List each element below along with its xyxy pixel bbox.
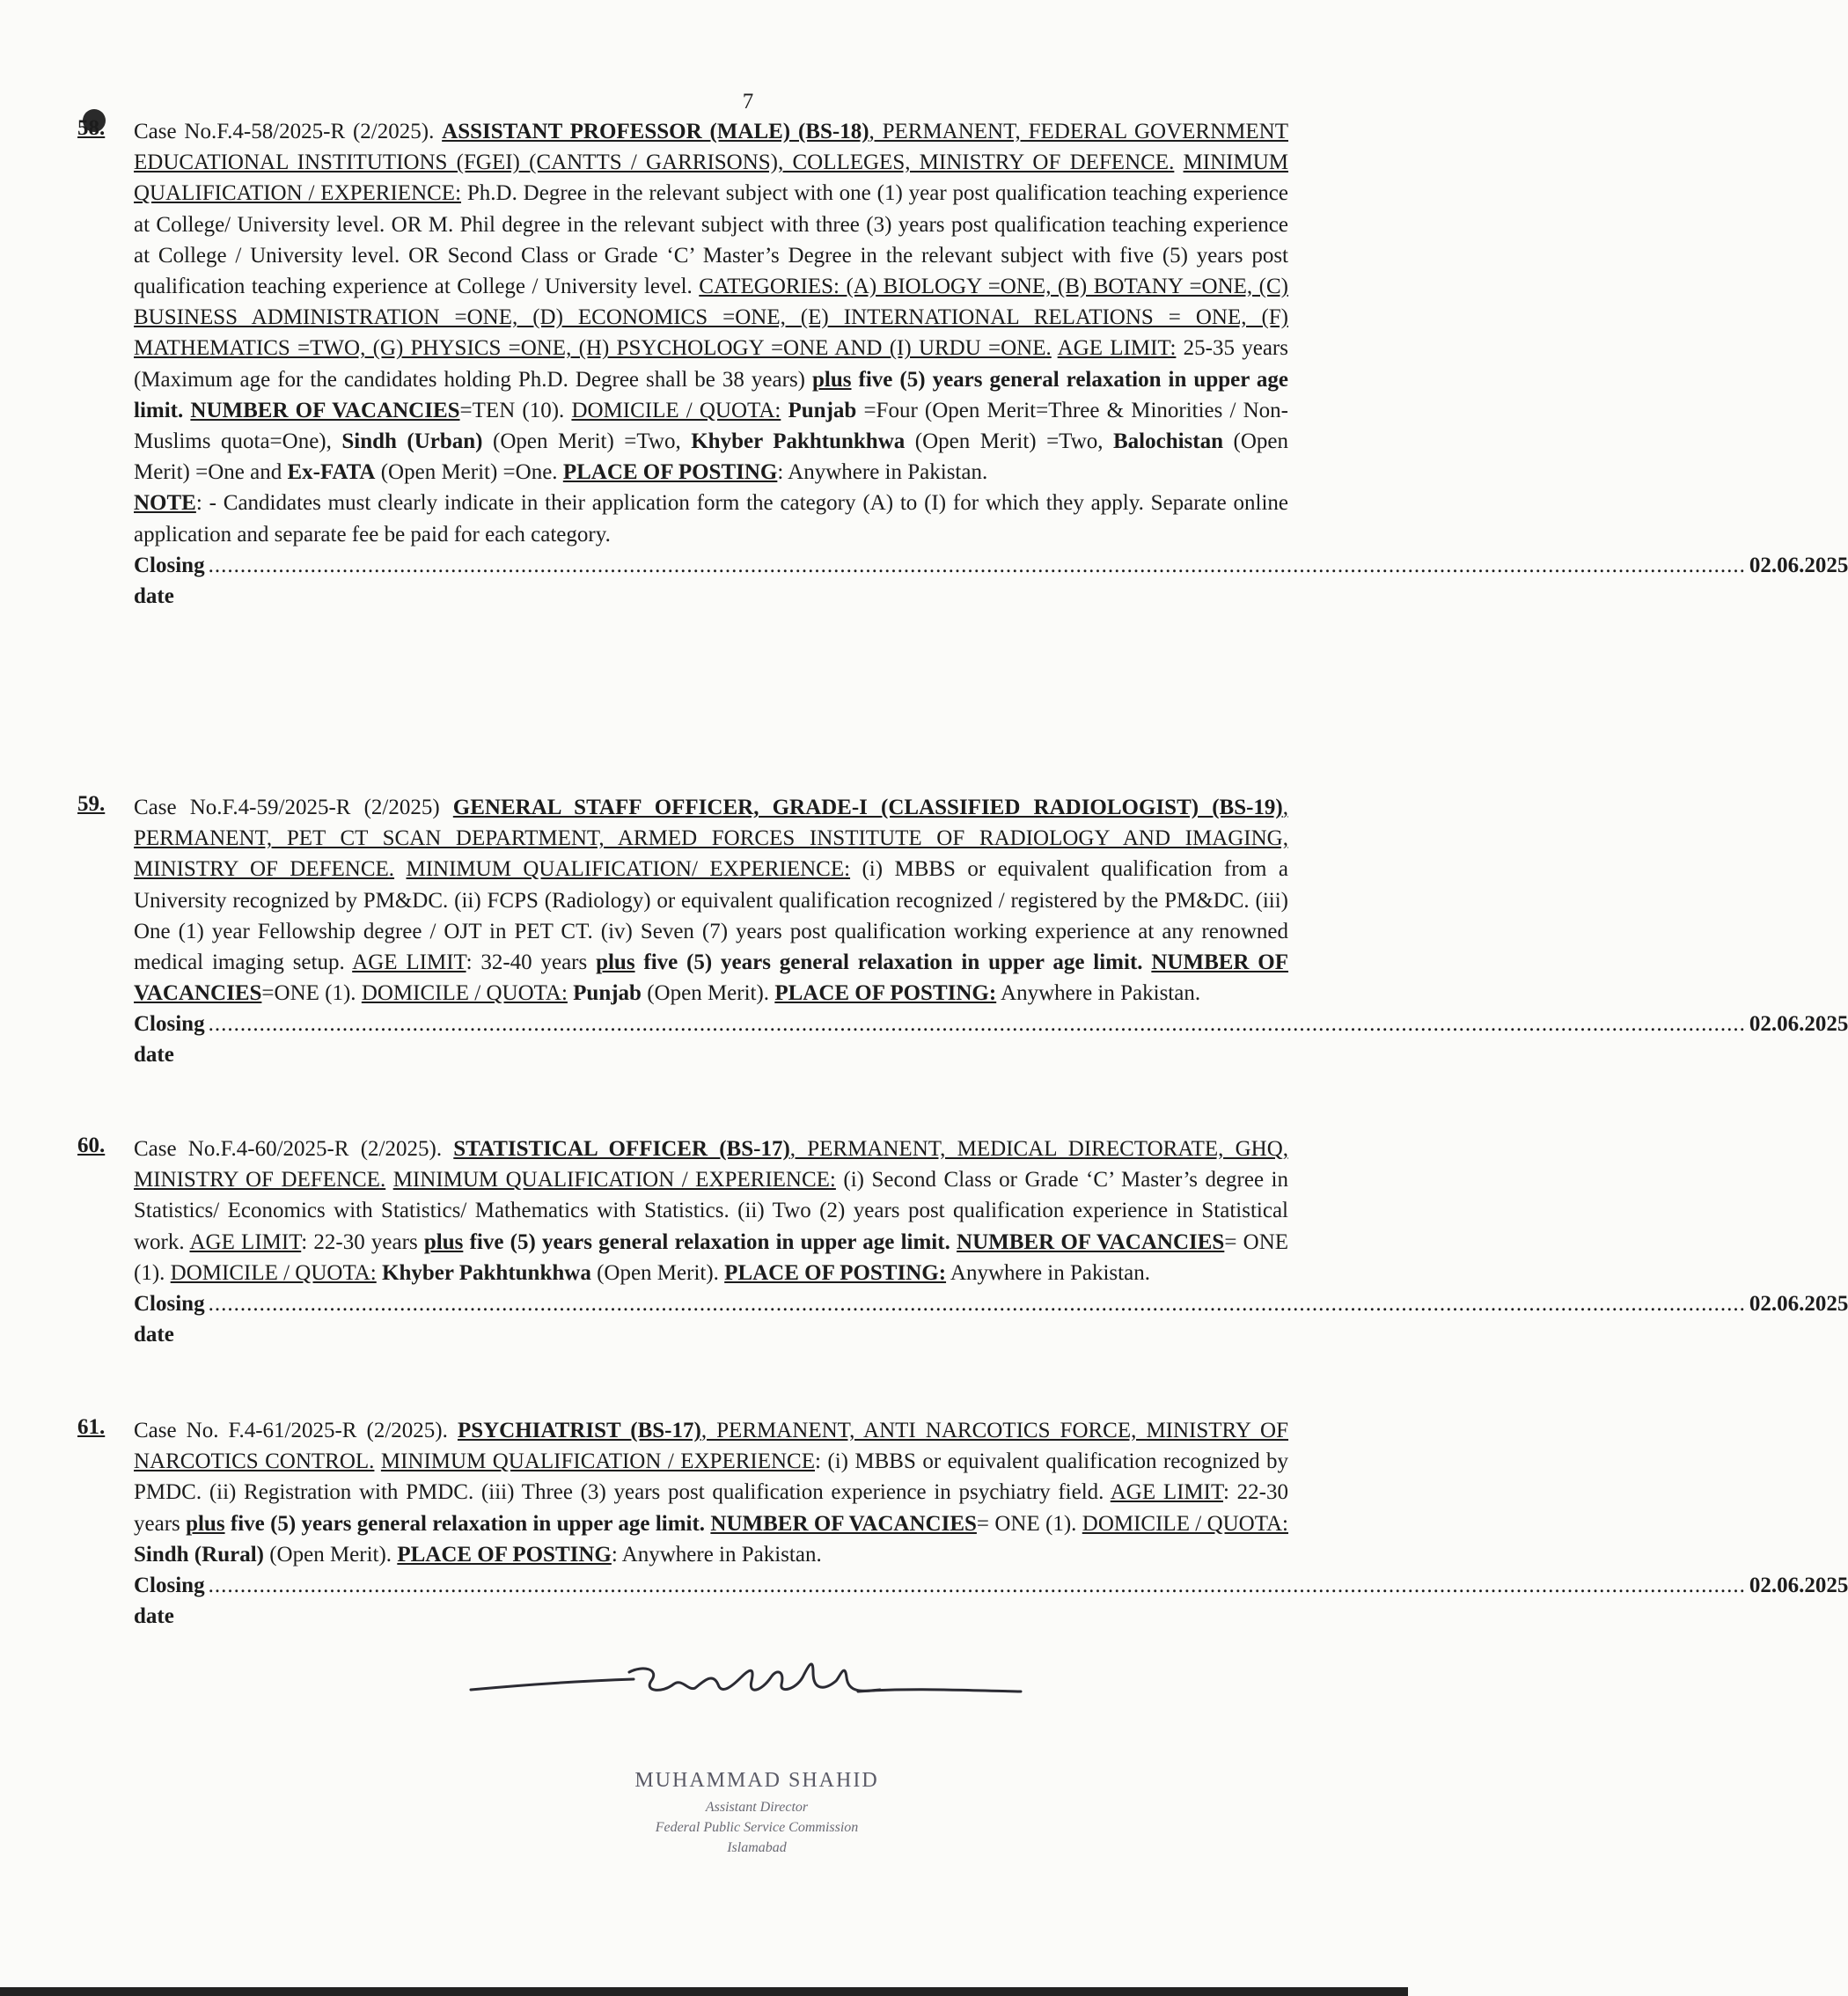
text-segment: Punjab	[788, 398, 857, 422]
scan-edge	[0, 1987, 1408, 1996]
text-segment: five (5) years general relaxation in upper age limit.	[463, 1229, 957, 1254]
text-segment: NUMBER OF VACANCIES	[134, 950, 1289, 1006]
text-segment: MINIMUM QUALIFICATION / EXPERIENCE:	[134, 150, 1289, 206]
case-text	[134, 1134, 1288, 1288]
handwritten-signature	[458, 1646, 1056, 1743]
case-text	[134, 116, 1288, 488]
text-segment: five (5) years general relaxation in upper age limit.	[224, 1511, 711, 1536]
closing-date-label: Closing date	[134, 1574, 205, 1629]
text-segment: five (5) years general relaxation in upper age limit.	[134, 367, 1288, 422]
case-text	[134, 1415, 1288, 1570]
text-segment	[394, 857, 406, 881]
page-number: 7	[742, 90, 754, 114]
text-segment: : Anywhere in Pakistan.	[611, 1542, 822, 1567]
closing-date-line	[134, 550, 1848, 612]
text-segment: plus	[812, 367, 852, 392]
case-61	[77, 1415, 1848, 1632]
text-segment: ASSISTANT PROFESSOR (MALE) (BS-18)	[442, 120, 869, 143]
text-segment: Case No. F.4-61/2025-R (2/2025).	[134, 1419, 458, 1442]
text-segment: (Open Merit) =Two,	[482, 429, 692, 454]
text-segment: : 22-30 years	[301, 1229, 424, 1254]
text-segment: MINIMUM QUALIFICATION / EXPERIENCE	[380, 1449, 815, 1474]
text-segment: : Anywhere in Pakistan.	[777, 460, 988, 485]
text-segment: Punjab	[573, 981, 642, 1006]
leader-dots: .................................................................................................................................................................................................................................................	[208, 1012, 1746, 1037]
text-segment: =ONE (1).	[261, 981, 362, 1006]
text-segment: NUMBER OF VACANCIES	[190, 398, 460, 422]
signature-block	[458, 1646, 1056, 1866]
text-segment: STATISTICAL OFFICER (BS-17)	[453, 1137, 790, 1161]
case-number: 61.	[77, 1415, 106, 1439]
text-segment: CATEGORIES: (A) BIOLOGY =ONE, (B) BOTANY =ONE, (C) BUSINESS ADMINISTRATION =ONE, (D) ECONOMICS =ONE, (E) INTERNATIONAL RELATIONS = ONE, (F) MATHEMATICS =TWO, (G) PHYSICS =ONE, (H) PSYCHOLOGY =ONE AND (I) URDU =ONE.	[134, 275, 1288, 361]
text-segment: PLACE OF POSTING:	[724, 1260, 947, 1285]
text-segment: (Open Merit).	[590, 1260, 725, 1285]
text-segment: = ONE (1).	[976, 1511, 1082, 1536]
text-segment: (Open Merit) =One and	[134, 429, 1288, 485]
text-segment: plus	[186, 1511, 225, 1536]
text-segment: =Four (Open Merit=Three & Minorities / Non-Muslims quota=One),	[134, 398, 1288, 454]
text-segment: Case No.F.4-58/2025-R (2/2025).	[134, 120, 443, 143]
closing-date-label: Closing date	[134, 553, 205, 608]
text-segment: Ph.D. Degree in the relevant subject with one (1) year post qualification teaching experience at College/ University level. OR M. Phil degree in the relevant subject with three (3) years post qualification teaching experience at College / University level. OR Second Class or Grade ‘C’ Master’s Degree in the relevant subject with five (5) years post qualification teaching experience at College / University level.	[134, 181, 1288, 299]
text-segment: , PERMANENT, ANTI NARCOTICS FORCE, MINISTRY OF NARCOTICS CONTROL.	[134, 1419, 1289, 1474]
closing-date-value: 02.06.2025	[1749, 553, 1848, 577]
text-segment: , PERMANENT, MEDICAL DIRECTORATE, GHQ, MINISTRY OF DEFENCE.	[134, 1137, 1289, 1192]
closing-date-label: Closing date	[134, 1012, 205, 1068]
text-segment: MINIMUM QUALIFICATION / EXPERIENCE:	[392, 1168, 836, 1192]
text-segment: PLACE OF POSTING	[562, 460, 778, 485]
text-segment: , PERMANENT, PET CT SCAN DEPARTMENT, ARMED FORCES INSTITUTE OF RADIOLOGY AND IMAGING, MINISTRY OF DEFENCE.	[134, 796, 1288, 882]
text-segment: NOTE	[134, 491, 196, 516]
text-segment: Anywhere in Pakistan.	[996, 981, 1201, 1006]
text-segment: (i) MBBS or equivalent qualification from a University recognized by PM&DC. (ii) FCPS (Radiology) or equivalent qualification recognized / registered by the PM&DC. (iii) One (1) year Fellowship degree / OJT in PET CT. (iv) Seven (7) years post qualification working experience at any renowned medical imaging setup.	[134, 857, 1288, 975]
text-segment: AGE LIMIT	[189, 1229, 302, 1254]
case-59	[77, 792, 1848, 1070]
text-segment: =TEN (10).	[459, 398, 572, 422]
closing-date-value: 02.06.2025	[1749, 1574, 1848, 1598]
text-segment	[1052, 336, 1058, 360]
text-segment	[374, 1449, 380, 1473]
text-segment: PSYCHIATRIST (BS-17)	[457, 1419, 701, 1442]
text-segment: five (5) years general relaxation in upper age limit.	[634, 950, 1152, 975]
text-segment: Khyber Pakhtunkhwa	[382, 1260, 591, 1285]
text-segment: plus	[596, 950, 635, 975]
leader-dots: .................................................................................................................................................................................................................................................	[208, 1574, 1746, 1598]
case-60	[77, 1134, 1848, 1350]
text-segment: DOMICILE / QUOTA:	[170, 1260, 377, 1285]
closing-date-line	[134, 1009, 1848, 1070]
text-segment: Sindh (Urban)	[341, 429, 483, 454]
text-segment: GENERAL STAFF OFFICER, GRADE-I (CLASSIFIED RADIOLOGIST) (BS-19)	[452, 796, 1283, 819]
text-segment	[385, 1168, 392, 1192]
text-segment: PLACE OF POSTING	[397, 1542, 612, 1567]
text-segment: MINIMUM QUALIFICATION/ EXPERIENCE:	[406, 857, 851, 882]
text-segment: Sindh (Rural)	[134, 1542, 264, 1567]
text-segment: NUMBER OF VACANCIES	[710, 1511, 977, 1536]
text-segment: : 32-40 years	[466, 950, 597, 975]
signatory-organization: Federal Public Service Commission	[655, 1820, 859, 1835]
case-number: 60.	[77, 1134, 106, 1157]
leader-dots: .................................................................................................................................................................................................................................................	[208, 553, 1746, 577]
text-segment: : 22-30 years	[134, 1480, 1288, 1536]
signatory-title: Assistant Director	[705, 1800, 809, 1815]
text-segment: (i) Second Class or Grade ‘C’ Master’s degree in Statistics/ Economics with Statistics/ Mathematics with Statistics. (ii) Two (2) years post qualification experience in Statistical work.	[134, 1168, 1289, 1254]
text-segment: 25-35 years (Maximum age for the candidates holding Ph.D. Degree shall be 38 years)	[134, 336, 1288, 392]
closing-date-line	[134, 1288, 1848, 1350]
case-note	[134, 488, 1288, 549]
text-segment: Khyber Pakhtunkhwa	[691, 429, 906, 454]
text-segment: DOMICILE / QUOTA:	[361, 981, 568, 1006]
text-segment: Ex-FATA	[287, 460, 376, 485]
text-segment: , PERMANENT, FEDERAL GOVERNMENT EDUCATIONAL INSTITUTIONS (FGEI) (CANTTS / GARRISONS), COLLEGES, MINISTRY OF DEFENCE.	[134, 120, 1288, 175]
closing-date-line	[134, 1570, 1848, 1632]
text-segment: AGE LIMIT	[1110, 1480, 1224, 1505]
text-segment: plus	[423, 1229, 464, 1254]
case-text	[134, 792, 1288, 1009]
text-segment	[1174, 150, 1183, 174]
signatory-name: MUHAMMAD SHAHID	[634, 1769, 879, 1792]
text-segment: AGE LIMIT	[352, 950, 466, 975]
signatory-city: Islamabad	[727, 1840, 787, 1855]
case-number: 58.	[77, 116, 106, 140]
text-segment: = ONE (1).	[134, 1229, 1289, 1285]
text-segment: DOMICILE / QUOTA:	[1082, 1511, 1288, 1536]
text-segment: (Open Merit).	[641, 981, 775, 1006]
text-segment: NUMBER OF VACANCIES	[957, 1229, 1225, 1254]
text-segment: : (i) MBBS or equivalent qualification recognized by PMDC. (ii) Registration with PMDC. (iii) Three (3) years post qualification experience in psychiatry field.	[134, 1449, 1289, 1505]
text-segment: Anywhere in Pakistan.	[946, 1260, 1150, 1285]
text-segment: (Open Merit).	[263, 1542, 398, 1567]
text-segment: (Open Merit) =Two,	[905, 429, 1113, 454]
text-segment: DOMICILE / QUOTA:	[571, 398, 781, 422]
closing-date-value: 02.06.2025	[1749, 1012, 1848, 1037]
text-segment: Case No.F.4-59/2025-R (2/2025)	[134, 796, 453, 819]
text-segment: AGE LIMIT:	[1057, 336, 1177, 361]
text-segment: (Open Merit) =One.	[375, 460, 563, 485]
text-segment: Case No.F.4-60/2025-R (2/2025).	[134, 1137, 454, 1161]
text-segment: : - Candidates must clearly indicate in their application form the category (A) to (I) for which they apply. Separate online application and separate fee be paid for each category.	[134, 491, 1288, 547]
case-58	[77, 116, 1848, 612]
text-segment: PLACE OF POSTING:	[774, 981, 997, 1006]
closing-date-label: Closing date	[134, 1292, 205, 1347]
text-segment: Balochistan	[1112, 429, 1224, 454]
case-number: 59.	[77, 792, 106, 816]
closing-date-value: 02.06.2025	[1749, 1292, 1848, 1317]
leader-dots: .................................................................................................................................................................................................................................................	[208, 1292, 1746, 1317]
